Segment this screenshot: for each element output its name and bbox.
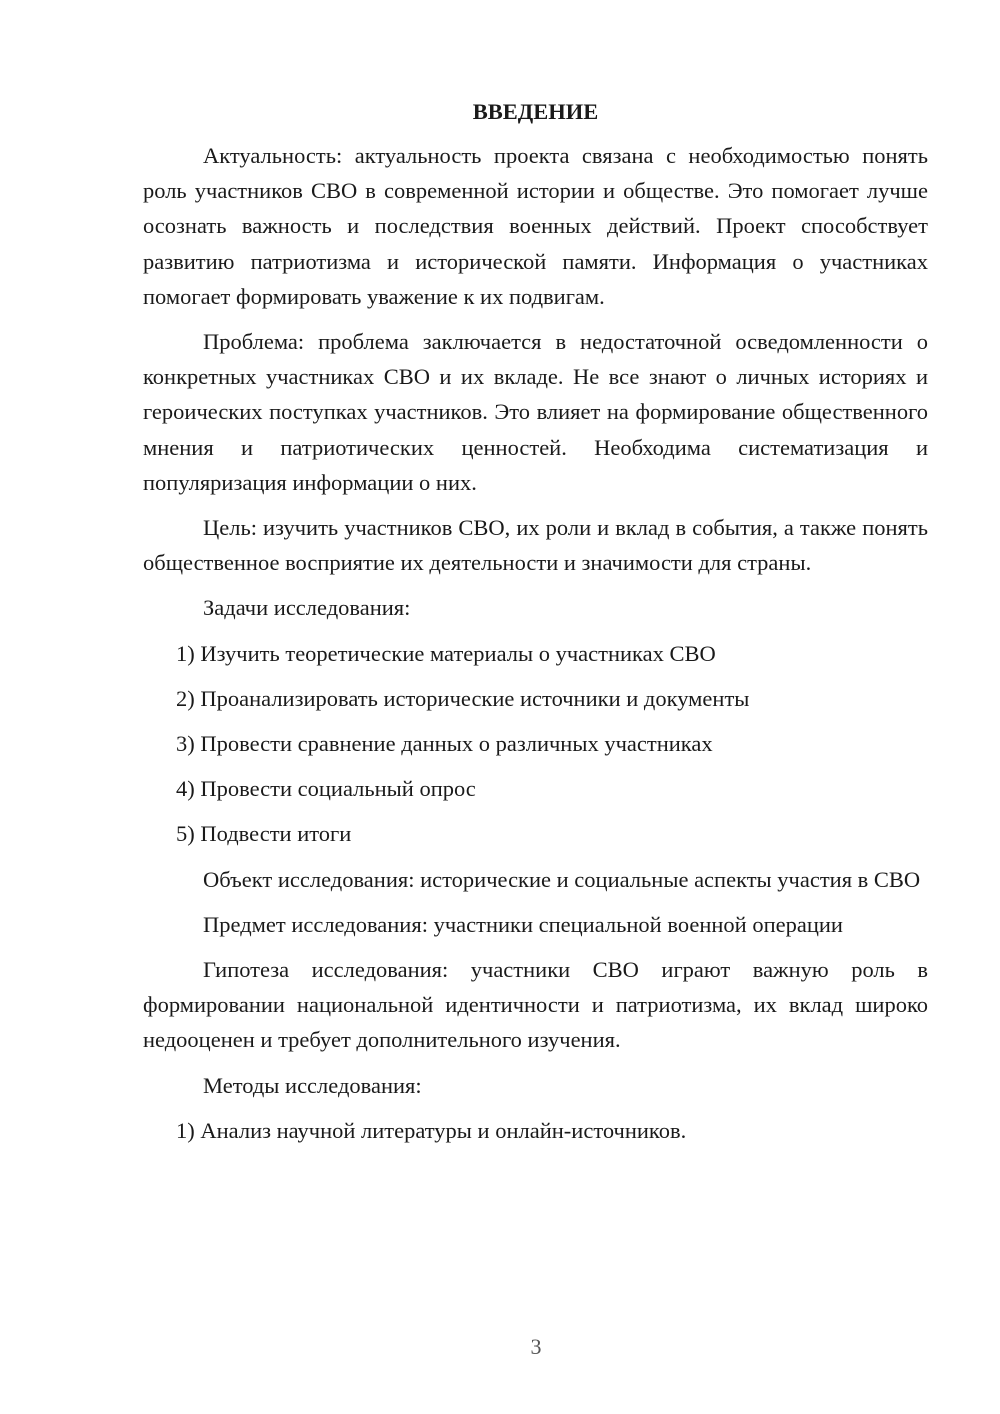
task-item: 1) Изучить теоретические материалы о участниках СВО xyxy=(176,640,716,666)
methods-list xyxy=(143,1113,928,1148)
section-title: ВВЕДЕНИЕ xyxy=(472,99,599,124)
goal-paragraph: Цель: изучить участников СВО, их роли и вклад в события, а также понять общественное восприятие их деятельности и значимости для страны. xyxy=(143,515,928,576)
page-number: 3 xyxy=(530,1334,542,1359)
hypothesis-paragraph: Гипотеза исследования: участники СВО играют важную роль в формировании национальной идентичности и патриотизма, их вклад широко недооценен и требует дополнительного изучения. xyxy=(143,957,928,1053)
relevance-paragraph: Актуальность: актуальность проекта связана с необходимостью понять роль участников СВО в современной истории и обществе. Это помогает лучше осознать важность и последствия военных действий. Проект способствует развитию патриотизма и исторической памяти. Информация о участниках помогает формировать уважение к их подвигам. xyxy=(143,143,928,309)
task-item: 2) Проанализировать исторические источники и документы xyxy=(176,685,750,711)
object-paragraph: Объект исследования: исторические и социальные аспекты участия в СВО xyxy=(203,866,921,892)
task-item: 3) Провести сравнение данных о различных участниках xyxy=(176,731,713,757)
problem-paragraph: Проблема: проблема заключается в недостаточной осведомленности о конкретных участниках СВО и их вкладе. Не все знают о личных историях и героических поступках участников. Это влияет на формирование общественного мнения и патриотических ценностей. Необходима систематизация и популяризация информации о них. xyxy=(143,329,928,495)
subject-paragraph: Предмет исследования: участники специальной военной операции xyxy=(203,911,843,937)
methods-heading: Методы исследования: xyxy=(203,1072,422,1098)
tasks-heading: Задачи исследования: xyxy=(203,595,411,621)
task-item: 4) Провести социальный опрос xyxy=(176,776,476,802)
tasks-list xyxy=(143,636,928,852)
task-item: 5) Подвести итоги xyxy=(176,821,352,847)
document-page xyxy=(143,96,928,1158)
method-item: 1) Анализ научной литературы и онлайн-источников. xyxy=(176,1117,687,1143)
